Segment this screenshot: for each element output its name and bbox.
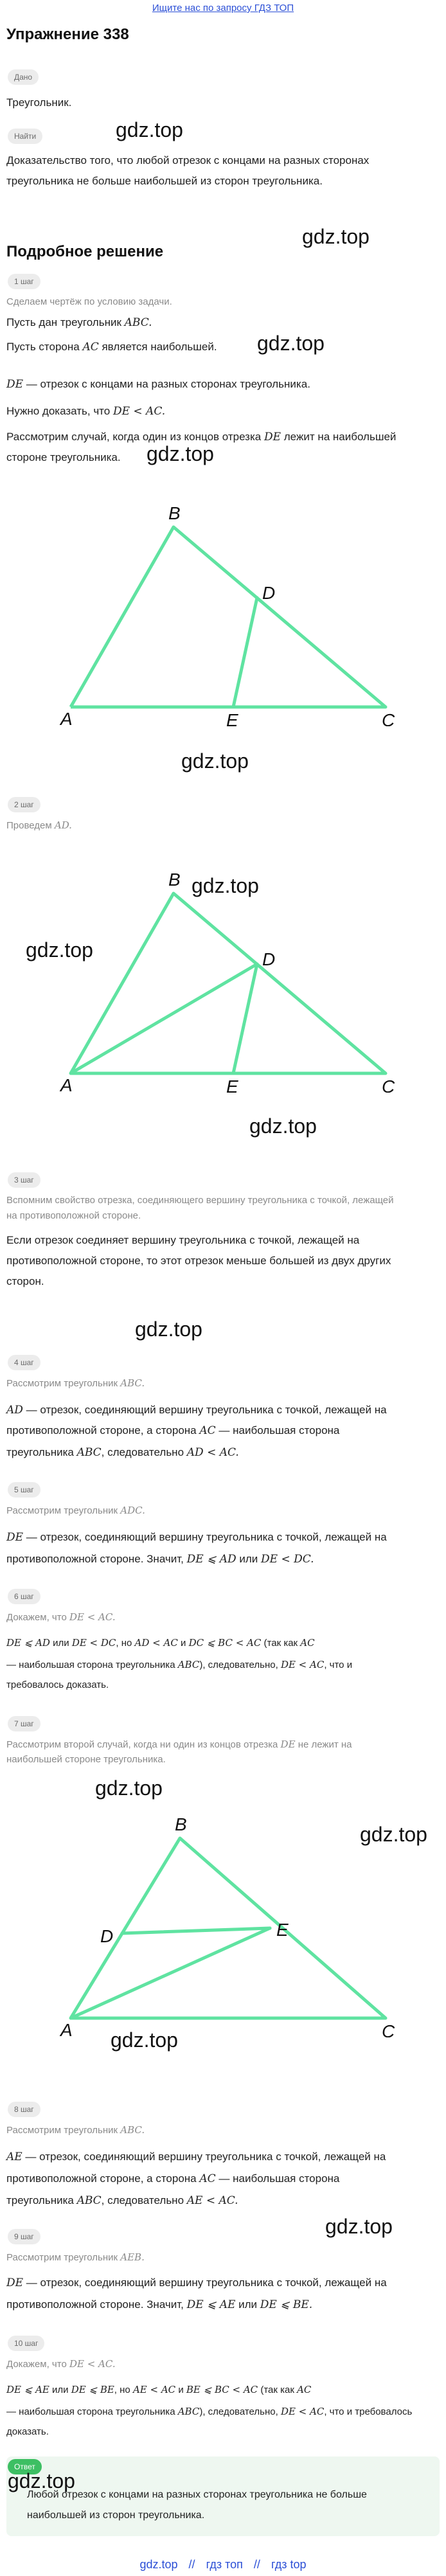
text: Нужно доказать, что: [6, 405, 111, 417]
text: противоположной стороне. Значит,: [6, 1553, 184, 1565]
text: (так как: [260, 2384, 294, 2395]
label-c: C: [382, 2021, 395, 2037]
text: противоположной стороне, а сторона: [6, 1424, 197, 1436]
text: является наибольшей.: [102, 341, 217, 353]
step-7-intro-1: [6, 1737, 437, 1753]
step-3-line-2: противоположной стороне, то этот отрезок меньше большей из двух других: [6, 1255, 391, 1267]
watermark: gdz.top: [111, 2028, 178, 2052]
text: — отрезок, соединяющий вершину треугольника с точкой, лежащей на: [26, 2276, 387, 2289]
watermark: gdz.top: [95, 1776, 163, 1800]
step-9-line-2: [6, 2294, 437, 2315]
footer-link-gdz-top[interactable]: gdz.top: [139, 2558, 178, 2571]
text: треугольника: [6, 2194, 74, 2206]
label-b: B: [168, 870, 181, 890]
step-6-line-3: требовалось доказать.: [6, 1679, 109, 1690]
math: AC: [199, 2172, 216, 2185]
step-7-badge: 7 шаг: [8, 1716, 40, 1731]
text: , но: [116, 1638, 132, 1649]
text: — отрезок с концами на разных сторонах треугольника.: [26, 378, 310, 390]
label-a: A: [60, 709, 73, 726]
watermark: gdz.top: [192, 874, 259, 897]
math: DC ⩽ BC < AC: [188, 1637, 262, 1649]
text: — отрезок, соединяющий вершину треугольника с точкой, лежащей на: [25, 2151, 386, 2163]
watermark: gdz.top: [8, 2469, 75, 2492]
text: Рассмотрим треугольник: [6, 1505, 118, 1516]
math: AC: [199, 1424, 216, 1437]
text: Рассмотрим треугольник: [6, 2125, 118, 2136]
step-6-line-2: [6, 1654, 437, 1676]
text: ), следовательно,: [199, 1659, 278, 1670]
watermark: gdz.top: [360, 1823, 427, 1846]
figure-1-triangle: [58, 488, 405, 726]
label-e: E: [276, 1920, 289, 1940]
answer-line-1: Любой отрезок с концами на разных сторонах треугольника не больше: [27, 2489, 367, 2500]
math: AD < AC.: [186, 1446, 239, 1459]
footer-link-gdz-top-mixed[interactable]: гдз top: [271, 2558, 307, 2571]
label-d: D: [262, 949, 276, 969]
segment-de: [233, 964, 257, 1073]
step-1-badge: 1 шаг: [8, 274, 40, 289]
math: DE < AC.: [69, 2358, 116, 2370]
step-10-line-3: доказать.: [6, 2426, 49, 2437]
top-banner: [0, 0, 446, 17]
text: или: [53, 1638, 69, 1649]
label-c: C: [382, 710, 395, 726]
step-4-line-3: [6, 1442, 437, 1463]
text: Пусть сторона: [6, 341, 80, 353]
text: — наибольшая сторона: [219, 1424, 340, 1436]
segment-de: [122, 1928, 270, 1933]
math: DE ⩽ AD: [186, 1553, 236, 1566]
text: или: [52, 2384, 69, 2395]
step-4-line-1: [6, 1400, 437, 1420]
watermark: gdz.top: [257, 332, 325, 355]
label-d: D: [262, 583, 276, 603]
text: или: [239, 1553, 258, 1565]
math: DE: [6, 2276, 24, 2289]
step-3-intro-1: Вспомним свойство отрезка, соединяющего вершину треугольника с точкой, лежащей: [6, 1195, 394, 1206]
footer-link-gdz-top-ru[interactable]: гдз топ: [206, 2558, 243, 2571]
label-d: D: [100, 1926, 114, 1946]
step-9-badge: 9 шаг: [8, 2229, 40, 2244]
step-2-intro: [6, 818, 437, 834]
step-8-line-3: [6, 2190, 437, 2211]
math: AD: [6, 1404, 23, 1417]
segment-de: [233, 598, 257, 707]
math: AC: [297, 2384, 312, 2395]
step-4-line-2: [6, 1420, 437, 1441]
text: противоположной стороне. Значит,: [6, 2298, 184, 2311]
figure-3-triangle: [58, 1800, 405, 2037]
find-badge: Найти: [8, 129, 42, 144]
text: Рассмотрим второй случай, когда ни один из концов отрезка: [6, 1739, 278, 1750]
find-text-line-1: Доказательство того, что любой отрезок с концами на разных сторонах: [6, 154, 370, 166]
label-a: A: [60, 2020, 73, 2037]
step-9-line-1: [6, 2273, 437, 2293]
step-3-line-1: Если отрезок соединяет вершину треугольника с точкой, лежащей на: [6, 1234, 360, 1246]
step-8-intro: [6, 2122, 437, 2138]
text: и: [178, 2384, 184, 2395]
text: , что и требовалось: [324, 2406, 413, 2417]
step-1-line-1: [6, 312, 437, 333]
step-3-intro-2: на противоположной стороне.: [6, 1210, 141, 1221]
step-4-intro: [6, 1375, 437, 1391]
find-text-line-2: треугольника не больше наибольшей из сторон треугольника.: [6, 175, 323, 187]
text: или: [238, 2298, 258, 2311]
answer-line-2: наибольшей из сторон треугольника.: [27, 2510, 205, 2521]
text: не лежит на: [298, 1739, 352, 1750]
math: AEB.: [120, 2251, 145, 2263]
math: DE ⩽ AE: [186, 2298, 236, 2311]
math: ABC.: [124, 316, 152, 329]
step-6-intro: [6, 1609, 437, 1625]
label-b: B: [175, 1814, 187, 1834]
step-3-line-3: сторон.: [6, 1275, 44, 1287]
footer-links: [0, 2558, 446, 2572]
step-10-badge: 10 шаг: [8, 2336, 44, 2351]
text: треугольника: [6, 1446, 74, 1458]
label-e: E: [226, 1077, 238, 1093]
math: DE < AC: [280, 1659, 325, 1670]
math: DE ⩽ BE: [71, 2384, 114, 2395]
math: DE < AC.: [69, 1611, 116, 1623]
text: Докажем, что: [6, 2359, 67, 2370]
text: Рассмотрим треугольник: [6, 2252, 118, 2263]
math: AD.: [54, 819, 72, 831]
math: ABC.: [120, 1377, 145, 1389]
math: AE: [6, 2151, 22, 2163]
math: AE < AC.: [186, 2194, 238, 2207]
text: Рассмотрим треугольник: [6, 1378, 118, 1389]
math: DE: [6, 1531, 24, 1544]
math: DE: [280, 1739, 296, 1750]
text: — отрезок, соединяющий вершину треугольника с точкой, лежащей на: [26, 1531, 387, 1543]
footer-separator: //: [253, 2558, 260, 2571]
step-8-line-1: [6, 2147, 437, 2167]
math: AE < AC: [132, 2384, 176, 2395]
text: и: [181, 1638, 186, 1649]
given-badge: Дано: [8, 69, 39, 85]
math: DE: [6, 378, 24, 391]
watermark: gdz.top: [325, 2215, 393, 2238]
step-1-line-3: [6, 374, 437, 395]
step-3-badge: 3 шаг: [8, 1172, 40, 1188]
step-10-intro: [6, 2356, 437, 2372]
text: , что и: [324, 1659, 353, 1670]
text: — отрезок, соединяющий вершину треугольника с точкой, лежащей на: [26, 1404, 387, 1416]
step-6-badge: 6 шаг: [8, 1589, 40, 1604]
text: (так как: [263, 1638, 298, 1649]
math: AD < AC: [134, 1637, 178, 1649]
text: , но: [114, 2384, 130, 2395]
math: DE < DC.: [261, 1553, 314, 1566]
math: ABC.: [120, 2124, 145, 2136]
answer-badge: Ответ: [8, 2459, 42, 2474]
math: DE ⩽ AE: [6, 2384, 49, 2395]
math: ABC: [177, 1659, 200, 1670]
math: DE < AC: [280, 2406, 325, 2417]
step-10-line-1: [6, 2379, 437, 2401]
segment-ad: [71, 964, 257, 1073]
step-1-line-6: стороне треугольника.: [6, 451, 121, 463]
text: , следовательно: [101, 1446, 184, 1458]
math: ABC: [177, 2406, 200, 2417]
step-6-line-1: [6, 1632, 437, 1654]
step-1-line-5: [6, 427, 437, 447]
step-1-line-4: [6, 401, 437, 422]
text: — наибольшая сторона треугольника: [6, 2406, 175, 2417]
text: Докажем, что: [6, 1612, 67, 1623]
text: Проведем: [6, 820, 52, 831]
step-1-line-2: [6, 337, 437, 357]
text: лежит на наибольшей: [283, 431, 397, 443]
step-9-intro: [6, 2250, 437, 2266]
step-8-line-2: [6, 2169, 437, 2189]
page-title: Упражнение 338: [6, 26, 129, 43]
text: противоположной стороне, а сторона: [6, 2172, 197, 2185]
given-text: Треугольник.: [6, 96, 72, 109]
math: ABC: [76, 2194, 102, 2207]
watermark: gdz.top: [181, 749, 249, 773]
top-search-link[interactable]: Ищите нас по запросу ГДЗ ТОП: [152, 3, 294, 13]
solution-title: Подробное решение: [6, 243, 164, 260]
step-5-line-1: [6, 1527, 437, 1548]
text: Пусть дан треугольник: [6, 316, 121, 328]
math: BE ⩽ BC < AC: [186, 2384, 258, 2395]
watermark: gdz.top: [26, 938, 93, 962]
text: Рассмотрим случай, когда один из концов отрезка: [6, 431, 262, 443]
text: — наибольшая сторона треугольника: [6, 1659, 175, 1670]
watermark: gdz.top: [147, 442, 214, 465]
step-10-line-2: [6, 2401, 437, 2422]
footer-separator: //: [188, 2558, 195, 2571]
text: — наибольшая сторона: [219, 2172, 340, 2185]
math: ADC.: [120, 1505, 145, 1516]
triangle-abc: [71, 527, 386, 707]
math: DE: [263, 431, 281, 443]
step-2-badge: 2 шаг: [8, 797, 40, 812]
label-b: B: [168, 503, 181, 523]
math: DE ⩽ AD: [6, 1637, 50, 1649]
text: , следовательно: [101, 2194, 184, 2206]
math: DE < AC.: [112, 405, 166, 418]
math: DE < DC: [71, 1637, 116, 1649]
step-1-intro: Сделаем чертёж по условию задачи.: [6, 296, 172, 307]
math: AC: [300, 1637, 315, 1649]
step-8-badge: 8 шаг: [8, 2102, 40, 2117]
label-a: A: [60, 1075, 73, 1093]
step-4-badge: 4 шаг: [8, 1355, 40, 1370]
step-5-badge: 5 шаг: [8, 1482, 40, 1498]
watermark: gdz.top: [249, 1114, 317, 1138]
watermark: gdz.top: [135, 1318, 202, 1341]
text: ), следовательно,: [199, 2406, 278, 2417]
watermark: gdz.top: [116, 118, 183, 141]
math: AC: [82, 341, 99, 353]
math: ABC: [76, 1446, 102, 1459]
step-5-line-2: [6, 1549, 437, 1570]
step-7-intro-2: наибольшей стороне треугольника.: [6, 1754, 166, 1765]
label-c: C: [382, 1077, 395, 1093]
label-e: E: [226, 710, 238, 726]
watermark: gdz.top: [302, 225, 370, 248]
math: DE ⩽ BE.: [260, 2298, 313, 2311]
step-5-intro: [6, 1503, 437, 1519]
